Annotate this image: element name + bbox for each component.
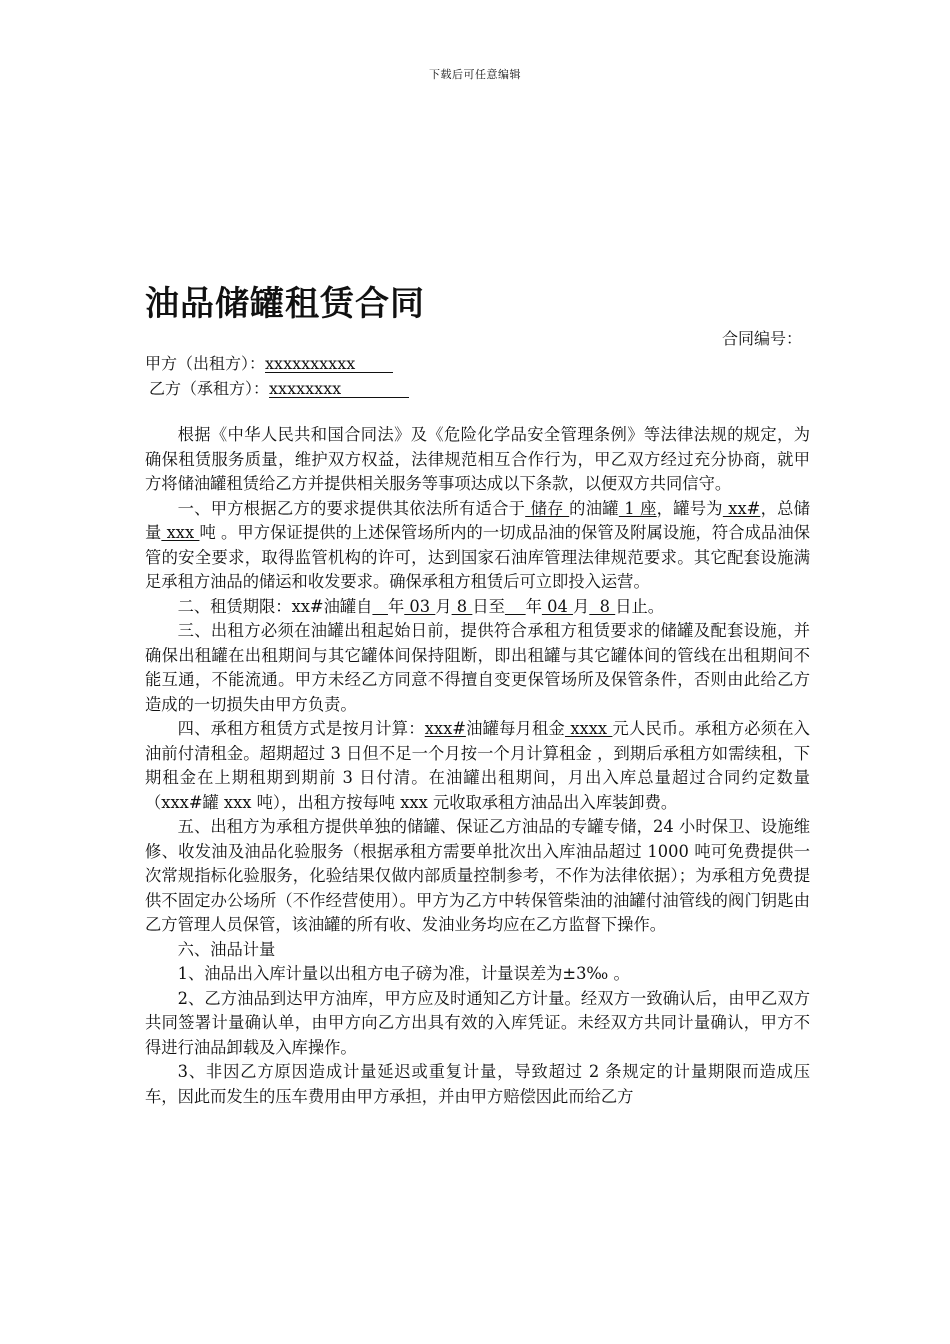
clause-2-text-g: 日止。 — [615, 596, 665, 616]
clause-2-text-d: 日至 — [472, 596, 505, 616]
clause-4-text-c: 元人民币。承租方必须在入油前付清租金。超期超过 3 日但不足一个月按一个月计算租金 ，到期后承租方如需续租，下期租金在上期租期到期前 3 日付清。在油罐出租期间，月出入库总量超过合同约定数量（xxx#罐 xxx 吨），出租方按每吨 xxx 元收取承租方油品出入库装卸费。 — [145, 719, 810, 812]
clause-2-start-year — [372, 597, 388, 616]
clause-2-end-year — [505, 597, 526, 616]
party-b-line — [149, 376, 409, 399]
clause-2-end-day: 8 — [589, 596, 616, 616]
page-title: 油品储罐租赁合同 — [145, 284, 425, 324]
clause-1-tank-count: 1 座 — [618, 498, 657, 518]
clause-2-text-a: 二、租赁期限：xx#油罐自 — [177, 596, 373, 616]
header-note: 下载后可任意编辑 — [429, 68, 521, 81]
clause-4 — [145, 717, 810, 815]
contract-body — [145, 423, 810, 1109]
party-a-label: 甲方（出租方）： — [145, 354, 266, 373]
clause-4-tank: xxx# — [424, 719, 466, 738]
clause-5: 五、出租方为承租方提供单独的储罐、保证乙方油品的专罐专储，24 小时保卫、设施维修、收发油及油品化验服务（根据承租方需要单批次出入库油品超过 1000 吨可免费提供一次常规指标化验服务，化验结果仅做内部质量控制参考，不作为法律依据）；为承租方免费提供不固定办公场所（不作经营使用）。甲方为乙方中转保管柴油的油罐付油管线的阀门钥匙由乙方管理人员保管，该油罐的所有收、发油业务均应在乙方监督下操作。 — [145, 817, 810, 934]
clause-2-text-b: 年 — [387, 596, 405, 616]
clause-1 — [145, 497, 810, 595]
clause-2-text-e: 年 — [525, 596, 542, 616]
clause-1-text-a: 一、甲方根据乙方的要求提供其依法所有适合于 — [177, 498, 526, 518]
clause-1-capacity: xxx — [161, 523, 200, 542]
party-b-label: 乙方（承租方）： — [149, 379, 270, 398]
clause-2-text-c: 月 — [435, 596, 452, 616]
clause-1-text-e: 吨 。甲方保证提供的上述保管场所内的一切成品油的保管及附属设施，符合成品油保管的安全要求，取得监管机构的许可，达到国家石油库管理法律规范要求。其它配套设施满足承租方油品的储运和收发要求。确保承租方租赁后可立即投入运营。 — [145, 523, 810, 591]
clause-1-text-c: ，罐号为 — [656, 498, 723, 518]
clause-3: 三、出租方必须在油罐出租起始日前，提供符合承租方租赁要求的储罐及配套设施，并确保出租罐在出租期间与其它罐体间保持阻断，即出租罐与其它罐体间的管线在出租期间不能互通，不能流通。甲方未经乙方同意不得擅自变更保管场所及保管条件，否则由此给乙方造成的一切损失由甲方负责。 — [145, 621, 810, 714]
clause-4-text-b: 油罐每月租金 — [465, 719, 565, 738]
clause-1-tank-number: xx# — [722, 498, 761, 518]
clause-6-heading: 六、油品计量 — [177, 939, 276, 959]
clause-1-text-d: ，总储量 — [145, 498, 810, 542]
clause-4-text-a: 四、承租方租赁方式是按月计算： — [177, 719, 425, 738]
clause-2-start-day: 8 — [451, 596, 473, 616]
clause-1-purpose: 储存 — [525, 498, 570, 518]
party-a-line — [145, 351, 393, 374]
clause-2-start-month: 03 — [404, 596, 436, 616]
party-a-value: xxxxxxxxxx — [265, 355, 393, 373]
clause-6-item-1: 1、油品出入库计量以出租方电子磅为准，计量误差为±3‰ 。 — [177, 964, 630, 983]
clause-2-text-f: 月 — [573, 596, 590, 616]
contract-number-label: 合同编号： — [722, 329, 803, 348]
clause-1-text-b: 的油罐 — [569, 498, 619, 518]
preamble-paragraph: 根据《中华人民共和国合同法》及《危险化学品安全管理条例》等法律法规的规定，为确保租赁服务质量，维护双方权益，法律规范相互合作行为，甲乙双方经过充分协商，就甲方将储油罐租赁给乙方并提供相关服务等事项达成以下条款，以便双方共同信守。 — [145, 425, 810, 493]
clause-2-end-month: 04 — [541, 596, 573, 616]
clause-4-rent: xxxx — [564, 719, 613, 738]
clause-2 — [145, 595, 810, 620]
clause-6-item-2: 2、乙方油品到达甲方油库，甲方应及时通知乙方计量。经双方一致确认后，由甲乙双方共同签署计量确认单，由甲方向乙方出具有效的入库凭证。未经双方共同计量确认，甲方不得进行油品卸载及入库操作。 — [145, 988, 810, 1057]
party-b-value: xxxxxxxx — [269, 380, 409, 398]
clause-6-item-3: 3、非因乙方原因造成计量延迟或重复计量，导致超过 2 条规定的计量期限而造成压车，因此而发生的压车费用由甲方承担，并由甲方赔偿因此而给乙方 — [145, 1062, 810, 1106]
